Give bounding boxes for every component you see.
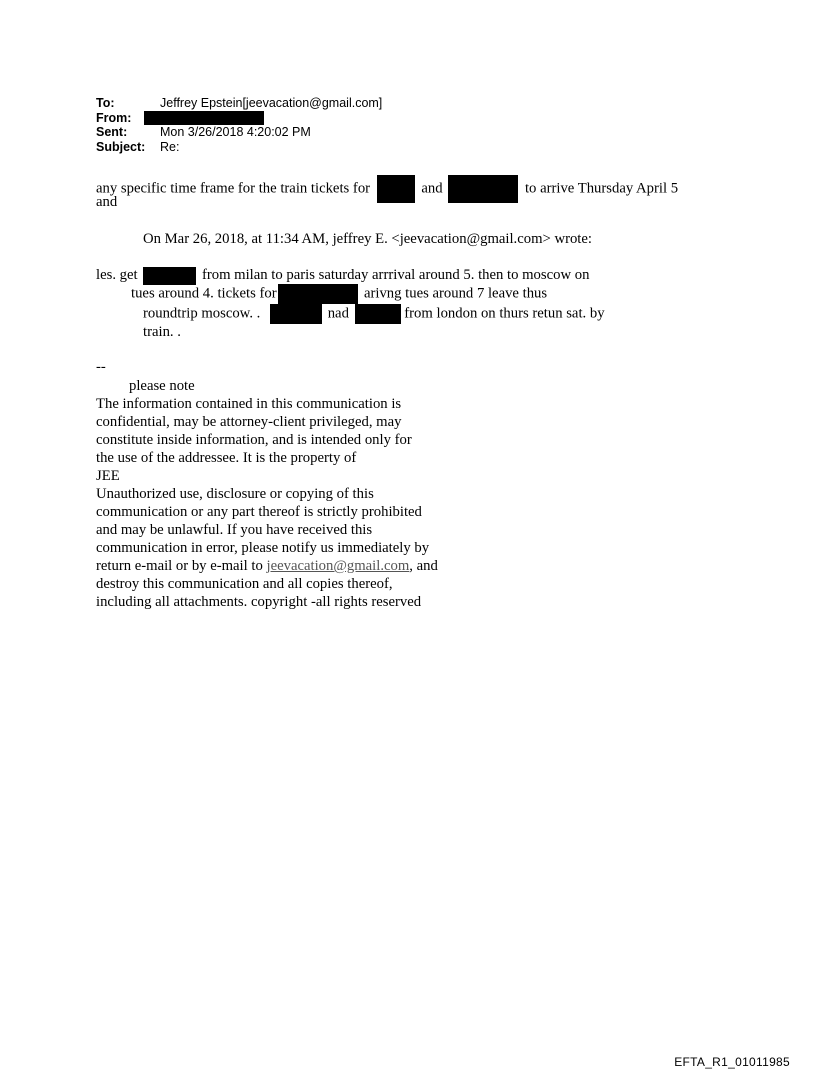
disclaimer-line: communication in error, please notify us immediately by xyxy=(96,540,430,556)
disclaimer-line: The information contained in this communication is xyxy=(96,396,402,412)
disclaimer-line: communication or any part thereof is strictly prohibited xyxy=(96,504,422,520)
from-label: From: xyxy=(96,110,132,125)
subject-value: Re: xyxy=(160,139,180,154)
email-link[interactable]: jeevacation@gmail.com xyxy=(266,558,410,574)
quote-text: tues around 4. tickets for xyxy=(131,285,277,302)
disclaimer-text: return e-mail or by e-mail to xyxy=(96,558,267,574)
body-text: and xyxy=(421,180,443,197)
to-label: To: xyxy=(96,96,115,110)
redaction-box xyxy=(144,111,264,125)
disclaimer-block xyxy=(96,395,438,611)
disclaimer-line: confidential, may be attorney-client privileged, may xyxy=(96,414,402,430)
quote-text: nad xyxy=(327,305,349,322)
redaction-box xyxy=(377,175,415,203)
disclaimer-line: including all attachments. copyright -all rights reserved xyxy=(96,594,422,610)
disclaimer-line: constitute inside information, and is intended only for xyxy=(96,432,412,448)
quote-text: roundtrip moscow. . xyxy=(143,305,261,322)
body-line-1 xyxy=(96,175,678,203)
document-id: EFTA_R1_01011985 xyxy=(674,1055,790,1069)
disclaimer-line: and may be unlawful. If you have received this xyxy=(96,522,373,538)
subject-row xyxy=(96,140,382,155)
redaction-box xyxy=(270,304,322,324)
quote-line-4: train. . xyxy=(143,324,181,340)
quote-intro: On Mar 26, 2018, at 11:34 AM, jeffrey E. <jeevacation@gmail.com> wrote: xyxy=(143,231,592,247)
quote-text: from london on thurs retun sat. by xyxy=(404,305,605,322)
redaction-box xyxy=(143,267,196,285)
redaction-box xyxy=(278,284,358,304)
disclaimer-text: , and xyxy=(409,558,438,574)
disclaimer-return-line xyxy=(96,557,438,575)
from-row xyxy=(96,111,382,126)
disclaimer-line: JEE xyxy=(96,468,120,484)
subject-label: Subject: xyxy=(96,139,146,154)
disclaimer-line: Unauthorized use, disclosure or copying of this xyxy=(96,486,374,502)
disclaimer-line: destroy this communication and all copies thereof, xyxy=(96,576,393,592)
to-row xyxy=(96,96,382,111)
quote-text: from milan to paris saturday arrrival around 5. then to moscow on xyxy=(201,267,590,283)
quote-text: arivng tues around 7 leave thus xyxy=(363,285,548,302)
please-note: please note xyxy=(129,378,195,394)
sent-label: Sent: xyxy=(96,125,128,140)
disclaimer-line: the use of the addressee. It is the property of xyxy=(96,450,357,466)
email-header xyxy=(96,96,382,154)
body-text: any specific time frame for the train tickets for xyxy=(96,180,371,197)
to-value: Jeffrey Epstein[jeevacation@gmail.com] xyxy=(160,96,383,110)
sent-value: Mon 3/26/2018 4:20:02 PM xyxy=(160,125,311,140)
sent-row xyxy=(96,125,382,140)
quote-text: les. get xyxy=(96,267,138,283)
redaction-box xyxy=(355,304,401,324)
signature-separator: -- xyxy=(96,359,106,375)
quote-line-1 xyxy=(96,266,589,285)
body-line-2: and xyxy=(96,194,118,210)
redaction-box xyxy=(448,175,518,203)
body-text: to arrive Thursday April 5 xyxy=(524,180,679,197)
quote-line-3 xyxy=(143,304,605,324)
quote-line-2 xyxy=(131,284,547,304)
